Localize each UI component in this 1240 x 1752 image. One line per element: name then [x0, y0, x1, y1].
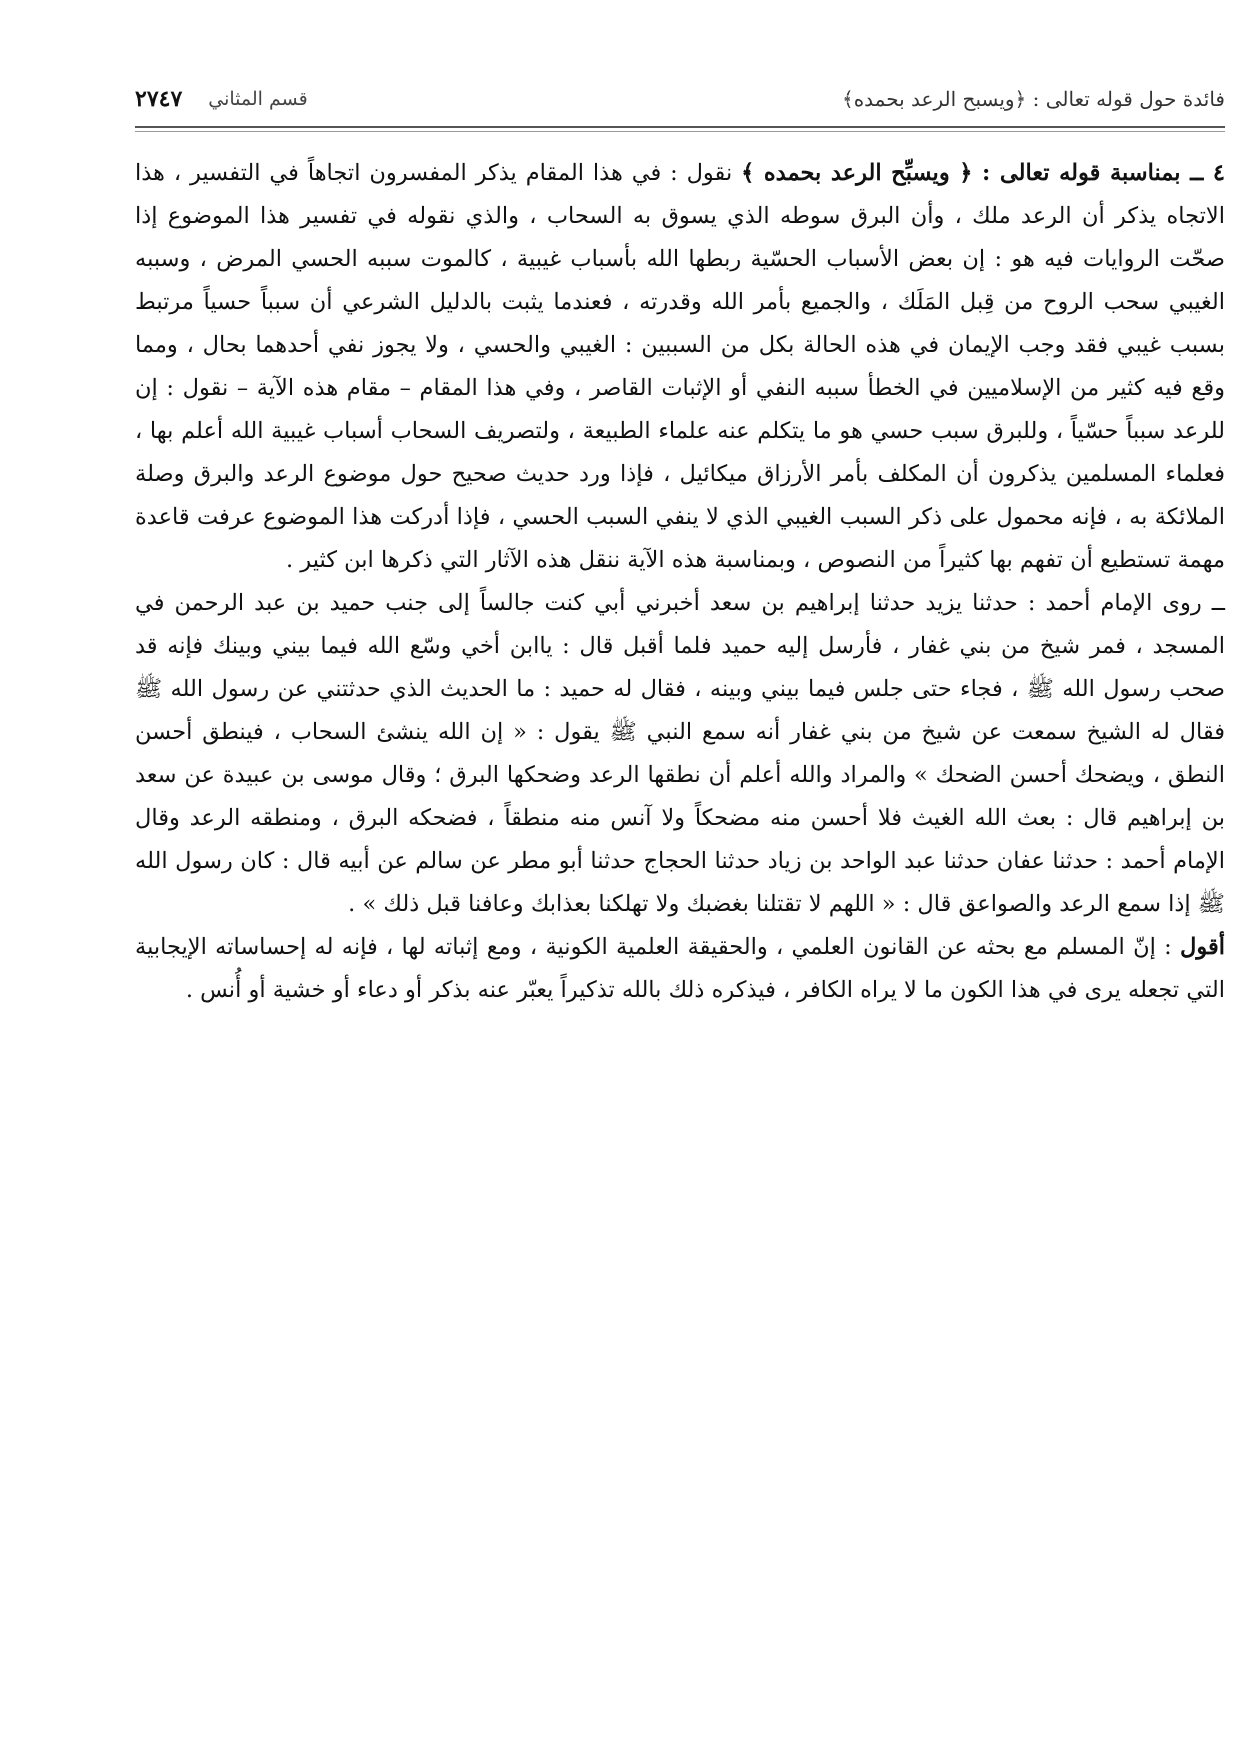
header-rule-thin [135, 131, 1225, 132]
paragraph-text: : إنّ المسلم مع بحثه عن القانون العلمي ، والحقيقة العلمية الكونية ، ومع إثباته لها ، فإنه له إحساساته الإيجابية التي تجعله يرى في هذا الكون ما لا يراه الكافر ، فيذكره ذلك بالله تذكيراً يعبّر عنه بذكر أو دعاء أو خشية أو أُنس . [135, 934, 1225, 1003]
section-name: قسم المثاني [208, 88, 308, 110]
paragraph [135, 926, 1225, 1012]
running-header [135, 70, 1225, 128]
paragraph-lead: أقول [1180, 934, 1225, 960]
header-rule [135, 126, 1225, 128]
paragraph-lead: ٤ ــ بمناسبة قوله تعالى : ﴿ ويسبِّح الرعد بحمده ﴾ [741, 160, 1225, 186]
paragraph [135, 152, 1225, 582]
body-text [135, 152, 1225, 1012]
running-title: فائدة حول قوله تعالى : ﴿ويسبح الرعد بحمده﴾ [841, 87, 1225, 111]
paragraph [135, 582, 1225, 926]
header-left-group [135, 86, 308, 112]
page-number: ٢٧٤٧ [135, 86, 183, 112]
paragraph-text: ــ روى الإمام أحمد : حدثنا يزيد حدثنا إبراهيم بن سعد أخبرني أبي كنت جالساً إلى جنب حميد بن عبد الرحمن في المسجد ، فمر شيخ من بني غفار ، فأرسل إليه حميد فلما أقبل قال : ياابن أخي وسّع الله فيما بيني وبينك فإنه قد صحب رسول الله ﷺ ، فجاء حتى جلس فيما بيني وبينه ، فقال له حميد : ما الحديث الذي حدثتني عن رسول الله ﷺ فقال له الشيخ سمعت عن شيخ من بني غفار أنه سمع النبي ﷺ يقول : « إن الله ينشئ السحاب ، فينطق أحسن النطق ، ويضحك أحسن الضحك » والمراد والله أعلم أن نطقها الرعد وضحكها البرق ؛ وقال موسى بن عبيدة عن سعد بن إبراهيم قال : بعث الله الغيث فلا أحسن منه مضحكاً ولا آنس منه منطقاً ، فضحكه البرق ، ومنطقه الرعد وقال الإمام أحمد : حدثنا عفان حدثنا عبد الواحد بن زياد حدثنا الحجاج حدثنا أبو مطر عن سالم عن أبيه قال : كان رسول الله ﷺ إذا سمع الرعد والصواعق قال : « اللهم لا تقتلنا بغضبك ولا تهلكنا بعذابك وعافنا قبل ذلك » . [135, 590, 1225, 917]
book-page [135, 70, 1225, 1730]
paragraph-text: نقول : في هذا المقام يذكر المفسرون اتجاهاً في التفسير ، هذا الاتجاه يذكر أن الرعد ملك ، وأن البرق سوطه الذي يسوق به السحاب ، والذي نقوله في تفسير هذا الموضوع إذا صحّت الروايات فيه هو : إن بعض الأسباب الحسّية ربطها الله بأسباب غيبية ، كالموت سببه الحسي المرض ، وسببه الغيبي سحب الروح من قِبل المَلَك ، والجميع بأمر الله وقدرته ، فعندما يثبت بالدليل الشرعي أن سبباً حسياً مرتبط بسبب غيبي فقد وجب الإيمان في هذه الحالة بكل من السببين : الغيبي والحسي ، ولا يجوز نفي أحدهما بحال ، ومما وقع فيه كثير من الإسلاميين في الخطأ سببه النفي أو الإثبات القاصر ، وفي هذا المقام – مقام هذه الآية – نقول : إن للرعد سبباً حسّياً ، وللبرق سبب حسي هو ما يتكلم عنه علماء الطبيعة ، ولتصريف السحاب أسباب غيبية الله أعلم بها ، فعلماء المسلمين يذكرون أن المكلف بأمر الأرزاق ميكائيل ، فإذا ورد حديث صحيح حول موضوع الرعد والبرق وصلة الملائكة به ، فإنه محمول على ذكر السبب الغيبي الذي لا ينفي السبب الحسي ، فإذا أدركت هذا الموضوع عرفت قاعدة مهمة تستطيع أن تفهم بها كثيراً من النصوص ، وبمناسبة هذه الآية ننقل هذه الآثار التي ذكرها ابن كثير . [135, 160, 1225, 573]
